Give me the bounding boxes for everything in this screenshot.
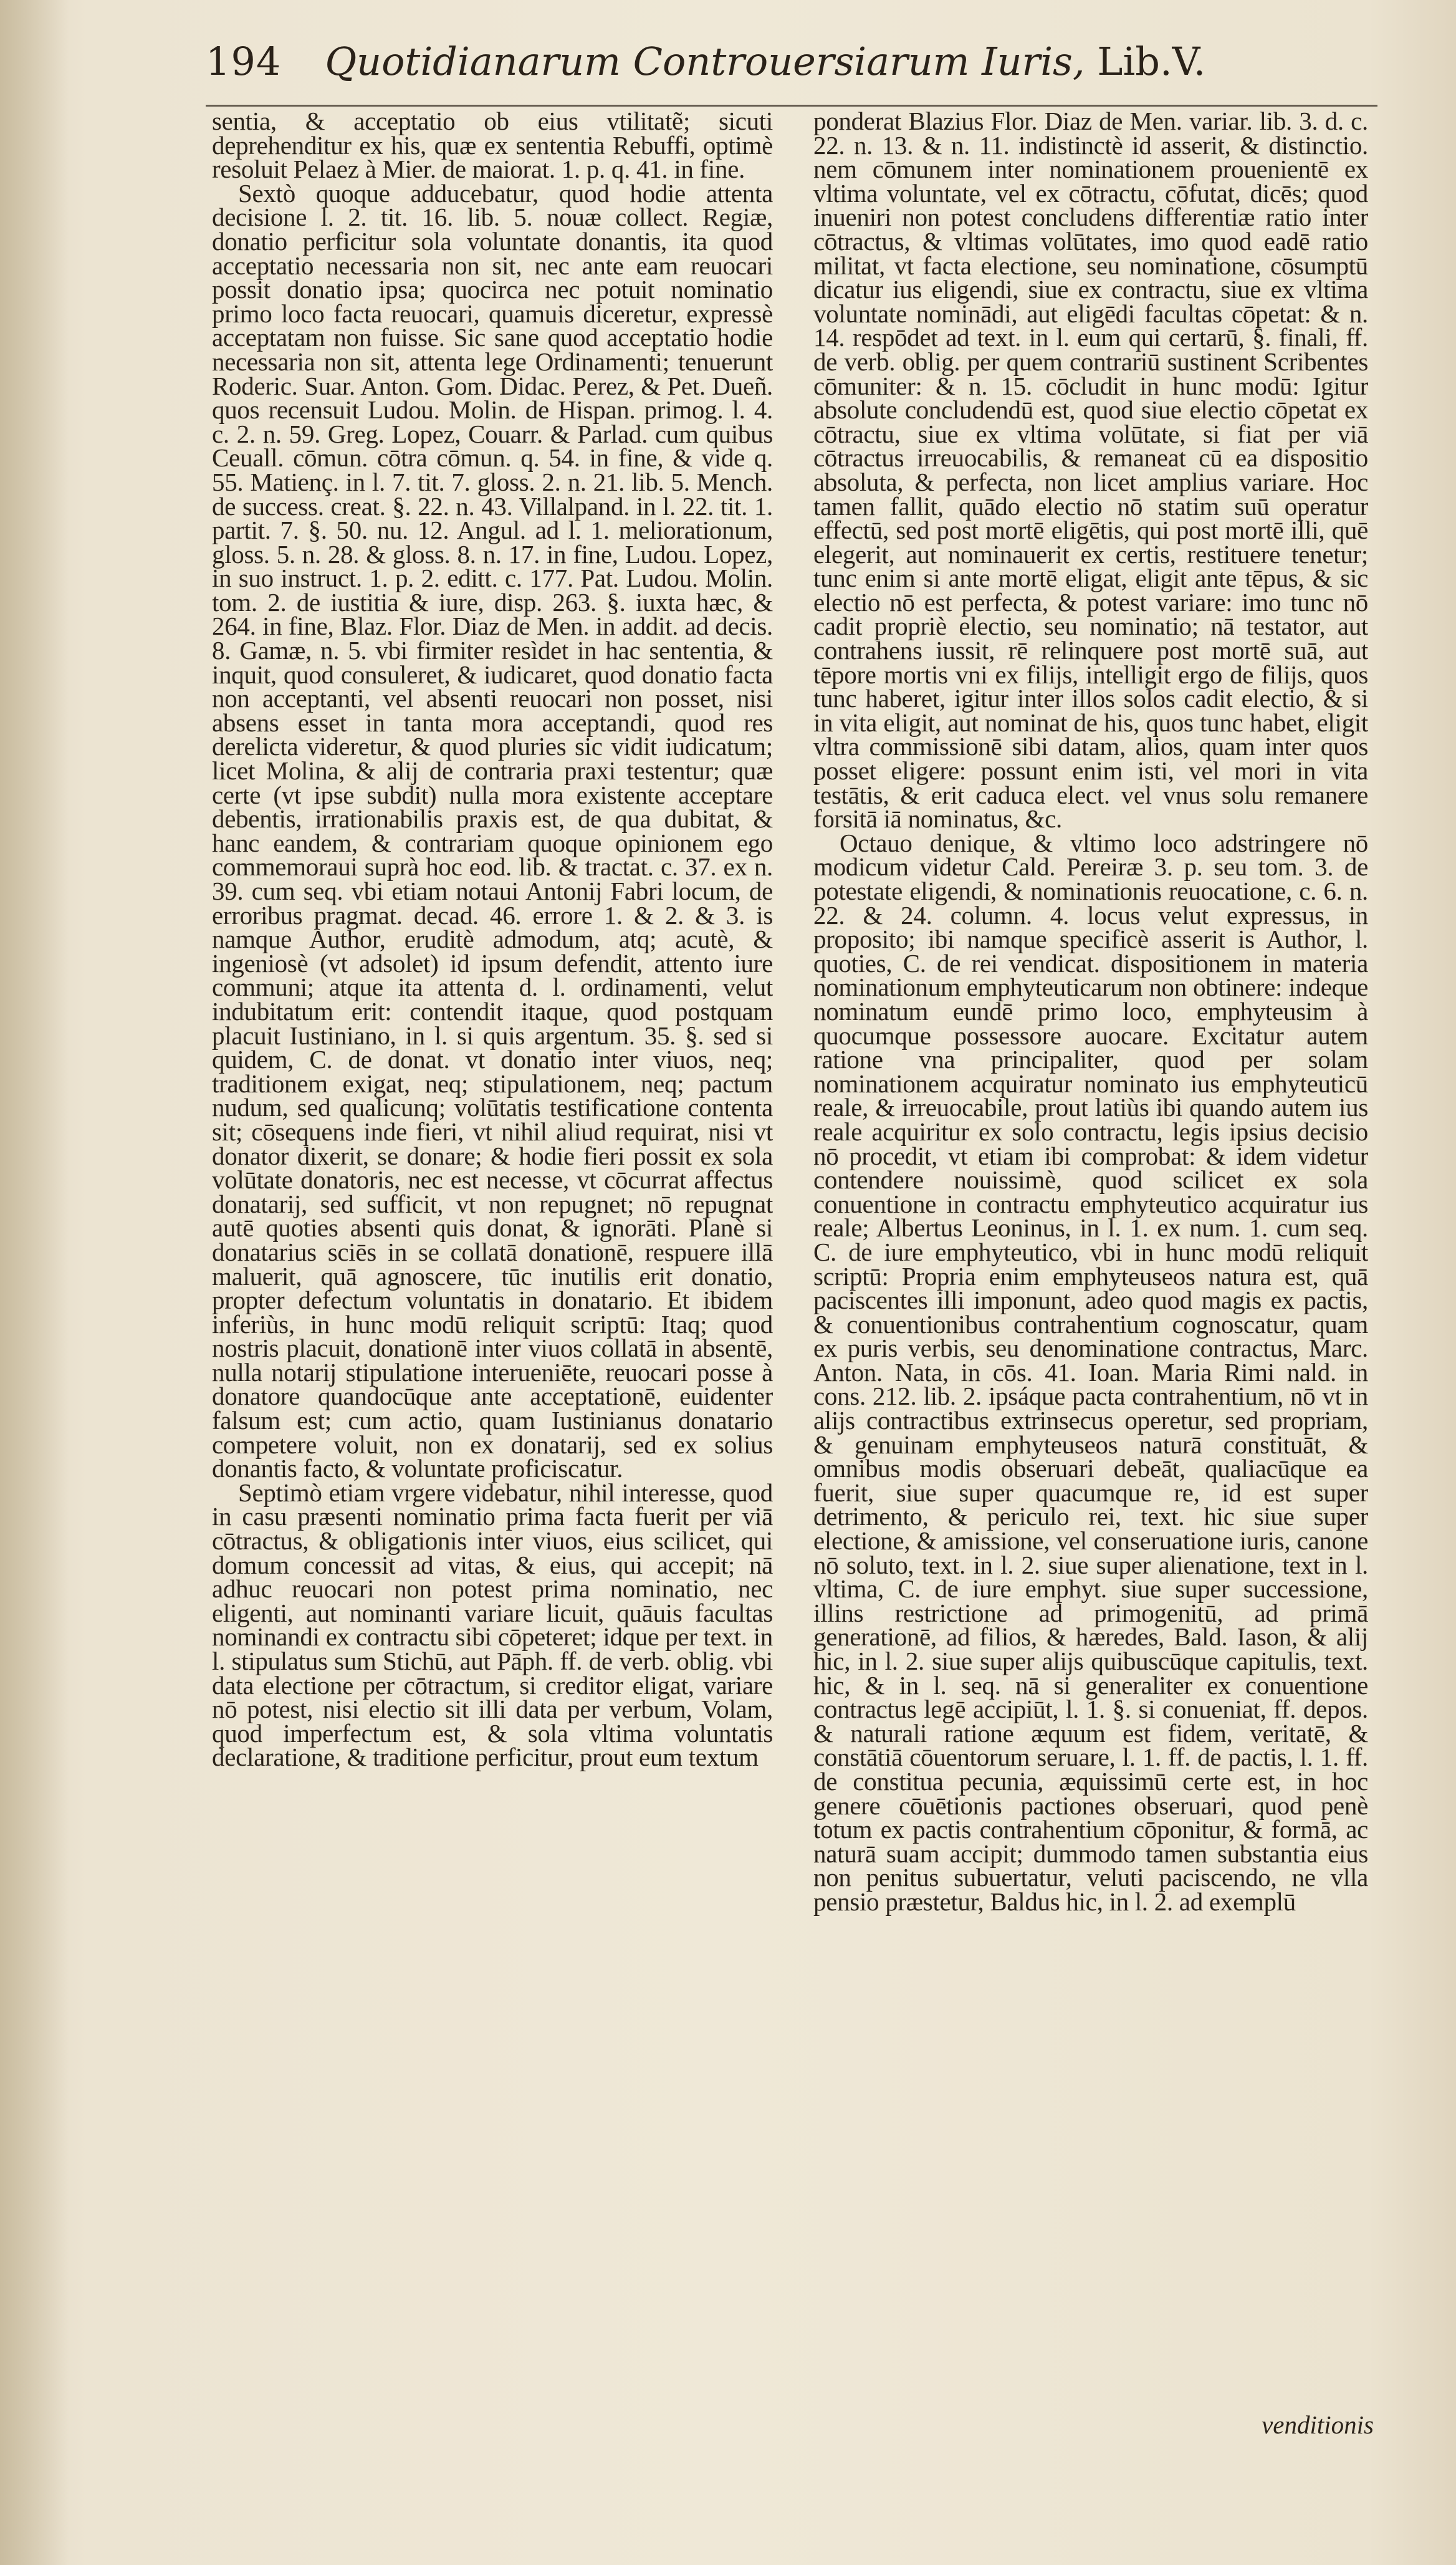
- paragraph: Sextò quoque adducebatur, quod hodie attenta decisione l. 2. tit. 16. lib. 5. nouæ collect. Regiæ, donatio perficitur sola voluntate donantis, ita quod acceptatio necessaria non sit, nec ante eam reuocari possit donatio ipsa; quocirca nec potuit nominatio primo loco facta reuocari, quamuis diceretur, expressè acceptatam non fuisse. Sic sane quod acceptatio hodie necessaria non sit, attenta lege Ordinamenti; tenuerunt Roderic. Suar. Anton. Gom. Didac. Perez, & Pet. Dueñ. quos recensuit Ludou. Molin. de Hispan. primog. l. 4. c. 2. n. 59. Greg. Lopez, Couarr. & Parlad. cum quibus Ceuall. cōmun. cōtra cōmun. q. 54. in fine, & vide q. 55. Matienç. in l. 7. tit. 7. gloss. 2. n. 21. lib. 5. Mench. de success. creat. §. 22. n. 43. Villalpand. in l. 22. tit. 1. partit. 7. §. 50. nu. 12. Angul. ad l. 1. meliorationum, gloss. 5. n. 28. & gloss. 8. n. 17. in fine, Ludou. Lopez, in suo instruct. 1. p. 2. editt. c. 177. Pat. Ludou. Molin. tom. 2. de iustitia & iure, disp. 263. §. iuxta hæc, & 264. in fine, Blaz. Flor. Diaz de Men. in addit. ad decis. 8. Gamæ, n. 5. vbi firmiter resìdet in hac sententia, & inquit, quod consuleret, & iudicaret, quod donatio facta non acceptanti, vel absenti reuocari non posset, nisi absens esset in tanta mora acceptandi, quod res derelicta videretur, & quod pluries sic vidit iudicatum; licet Molina, & alij de contraria praxi testentur; quæ certe (vt ipse subdit) nulla mora existente acceptare debentis, irrationabilis praxis est, de qua dubitat, & hanc eandem, & contrariam quoque opinionem ego commemoraui suprà hoc eod. lib. & tractat. c. 37. ex n. 39. cum seq. vbi etiam notaui Antonij Fabri locum, de erroribus pragmat. decad. 46. errore 1. & 2. & 3. is namque Author, eruditè admodum, atq; acutè, & ingeniosè (vt adsolet) id ipsum defendit, attento iure communi; atque ita attenta d. l. ordinamenti, velut indubitatum erit: contendit itaque, quod postquam placuit Iustiniano, in l. si quis argentum. 35. §. sed si quidem, C. de donat. vt donatio inter viuos, neq; traditionem exigat, neq; stipulationem, neq; pactum nudum, sed qualicunq; volūtatis testificatione contenta sit; cōsequens inde fieri, vt nihil aliud requirat, nisi vt donator dixerit, se donare; & hodie fieri possit ex sola volūtate donatoris, nec est necesse, vt cōcurrat affectus donatarij, sed sufficit, vt non repugnet; nō repugnat autē quoties absenti quis donat, & ignorāti. Planè si donatarius sciēs in se collatā donationē, respuere illā maluerit, quā agnoscere, tūc inutilis erit donatio, propter defectum voluntatis in donatario. Et ibidem inferiùs, in hunc modū reliquit scriptū: Itaq; quod nostris placuit, donationē inter viuos collatā in absentē, nulla notarij stipulatione interueniēte, reuocari posse à donatore quandocūque ante acceptationē, euidenter falsum est; cum actio, quam Iustinianus donatario competere voluit, non ex donatarij, sed ex solius donantis facto, & voluntate proficiscatur.: [212, 178, 773, 1483]
- paragraph: Septimò etiam vrgere videbatur, nihil interesse, quod in casu præsenti nominatio prima facta fuerit per viā cōtractus, & obligationis inter viuos, eius scilicet, qui domum concessit ad vitas, & eius, qui accepit; nā adhuc reuocari non potest prima nominatio, nec eligenti, aut nominanti variare licuit, quāuis facultas nominandi ex contractu sibi cōpeteret; idque per text. in l. stipulatus sum Stichū, aut Pāph. ff. de verb. oblig. vbi data electione per cōtractum, si creditor eligat, variare nō potest, nisi electio sit illi data per verbum, Volam, quod imperfectum est, & sola vltima voluntatis declaratione, & traditione perficitur, prout eum textum: [212, 1478, 773, 1772]
- book-number: Lib.V.: [1097, 39, 1206, 84]
- paragraph: sentia, & acceptatio ob eius vtilitatẽ; sicuti deprehenditur ex his, quæ ex sententia Rebuffi, optimè resoluit Pelaez à Mier. de maiorat. 1. p. q. 41. in fine.: [212, 107, 773, 184]
- left-text-column: [212, 107, 773, 1772]
- running-header: [206, 39, 1390, 101]
- paragraph: Octauo denique, & vltimo loco adstringere nō modicum videtur Cald. Pereiræ 3. p. seu tom. 3. de potestate eligendi, & nominationis reuocatione, c. 6. n. 22. & 24. column. 4. locus velut expressus, in proposito; ibi namque specificè asserit is Author, l. quoties, C. de rei vendicat. dispositionem in materia nominationum emphyteuticarum non obtinere: indeque nominatum eundē primo loco, emphyteusim à quocumque possessore auocare. Excitatur autem ratione vna principaliter, quod per solam nominationem acquiratur nominato ius emphyteuticū reale, & irreuocabile, prout latiùs ibi quando autem ius reale acquiritur ex solo contractu, legis ipsius decisio nō procedit, vt etiam ibi comprobat: & idem videtur contendere nouissimè, quod scilicet ex sola conuentione in contractu emphyteutico acquiratur ius reale; Albertus Leoninus, in l. 1. ex num. 1. cum seq. C. de iure emphyteutico, vbi in hunc modū reliquit scriptū: Propria enim emphyteuseos natura est, quā paciscentes illi imponunt, adeo quod magis ex pactis, & conuentionibus contrahentium cognoscatur, quam ex puris verbis, seu denominatione contractus, Marc. Anton. Nata, in cōs. 41. Ioan. Maria Rimi nald. in cons. 212. lib. 2. ipsáque pacta contrahentium, nō vt in alijs contractibus extrinsecus operetur, sed propriam, & genuinam emphyteuseos naturā constituāt, & omnibus modis obseruari debeāt, qualiacūque ea fuerit, siue super quacumque re, id est super detrimento, & periculo rei, text. hic siue super electione, & amissione, vel conseruatione iuris, canone nō soluto, text. in l. 2. siue super alienatione, text in l. vltima, C. de iure emphyt. siue super successione, illins restrictione ad primogenitū, ad primā generationē, ad filios, & hæredes, Bald. Iason, & alij hic, in l. 2. siue super alijs quibuscūque capitulis, text. hic, & in l. seq. nā si generaliter ex conuentione contractus legē accipiūt, l. 1. §. si conueniat, ff. depos. & naturali ratione æquum est fidem, veritatē, & constātiā cōuentorum seruare, l. 1. ff. de pactis, l. 1. ff. de constitua pecunia, æquissimū certe est, in hoc genere cōuētionis pactiones obseruari, quod penè totum ex pactis contrahentium cōponitur, & formā, ac naturā suam accipit; dummodo tamen substantia eius non penitus subuertatur, veluti paciscendo, ne vlla pensio præstetur, Baldus hic, in l. 2. ad exemplū: [813, 828, 1368, 1916]
- running-title-text: Quotidianarum Controuersiarum Iuris,: [325, 39, 1085, 84]
- paragraph: ponderat Blazius Flor. Diaz de Men. variar. lib. 3. d. c. 22. n. 13. & n. 11. indistinctè id asserit, & distinctio. nem cōmunem inter nominationem prouenientē ex vltima voluntate, vel ex cōtractu, cōfutat, dicēs; quod inueniri non potest concludens differentiæ ratio inter cōtractus, & vltimas volūtates, imo quod eadē ratio militat, vt facta electione, seu nominatione, cōsumptū dicatur ius eligendi, siue ex contractu, siue ex vltima voluntate nominādi, aut eligēdi facultas cōpetat: & n. 14. respōdet ad text. in l. eum qui certarū, §. finali, ff. de verb. oblig. per quem contrariū sustinent Scribentes cōmuniter: & n. 15. cōcludit in hunc modū: Igitur absolute concludendū est, quod siue electio cōpetat ex cōtractu, siue ex vltima volūtate, si fiat per viā cōtractus irreuocabilis, & remaneat cū ea dispositio absoluta, & perfecta, non licet amplius variare. Hoc tamen fallit, quādo electio nō statim suū operatur effectū, sed post mortē eligētis, qui post mortē illi, quē elegerit, aut nominauerit ex certis, restituere tenetur; tunc enim si ante mortē eligat, eligit ante tēpus, & sic electio nō est perfecta, & potest variare: imo tunc nō cadit propriè electio, seu nominatio; nā testator, aut contrahens iussit, rē relinquere post mortē suā, aut tēpore mortis vni ex filijs, intelligit ergo de filijs, quos tunc haberet, igitur inter illos solos cadit electio, & si in vita eligit, aut nominat de his, quos tunc habet, eligit vltra commissionē sibi datam, alios, quam inter quos posset eligere: possunt enim isti, vel mori in vita testātis, & erit caduca elect. vel vnus solu remanere forsitā iā nominatus, &c.: [813, 107, 1368, 834]
- catchword: venditionis: [1262, 2410, 1374, 2439]
- running-title: [325, 39, 1205, 84]
- right-text-column: [813, 109, 1368, 1914]
- page-gutter-shadow: [0, 0, 69, 2565]
- page-number: 194: [206, 39, 282, 84]
